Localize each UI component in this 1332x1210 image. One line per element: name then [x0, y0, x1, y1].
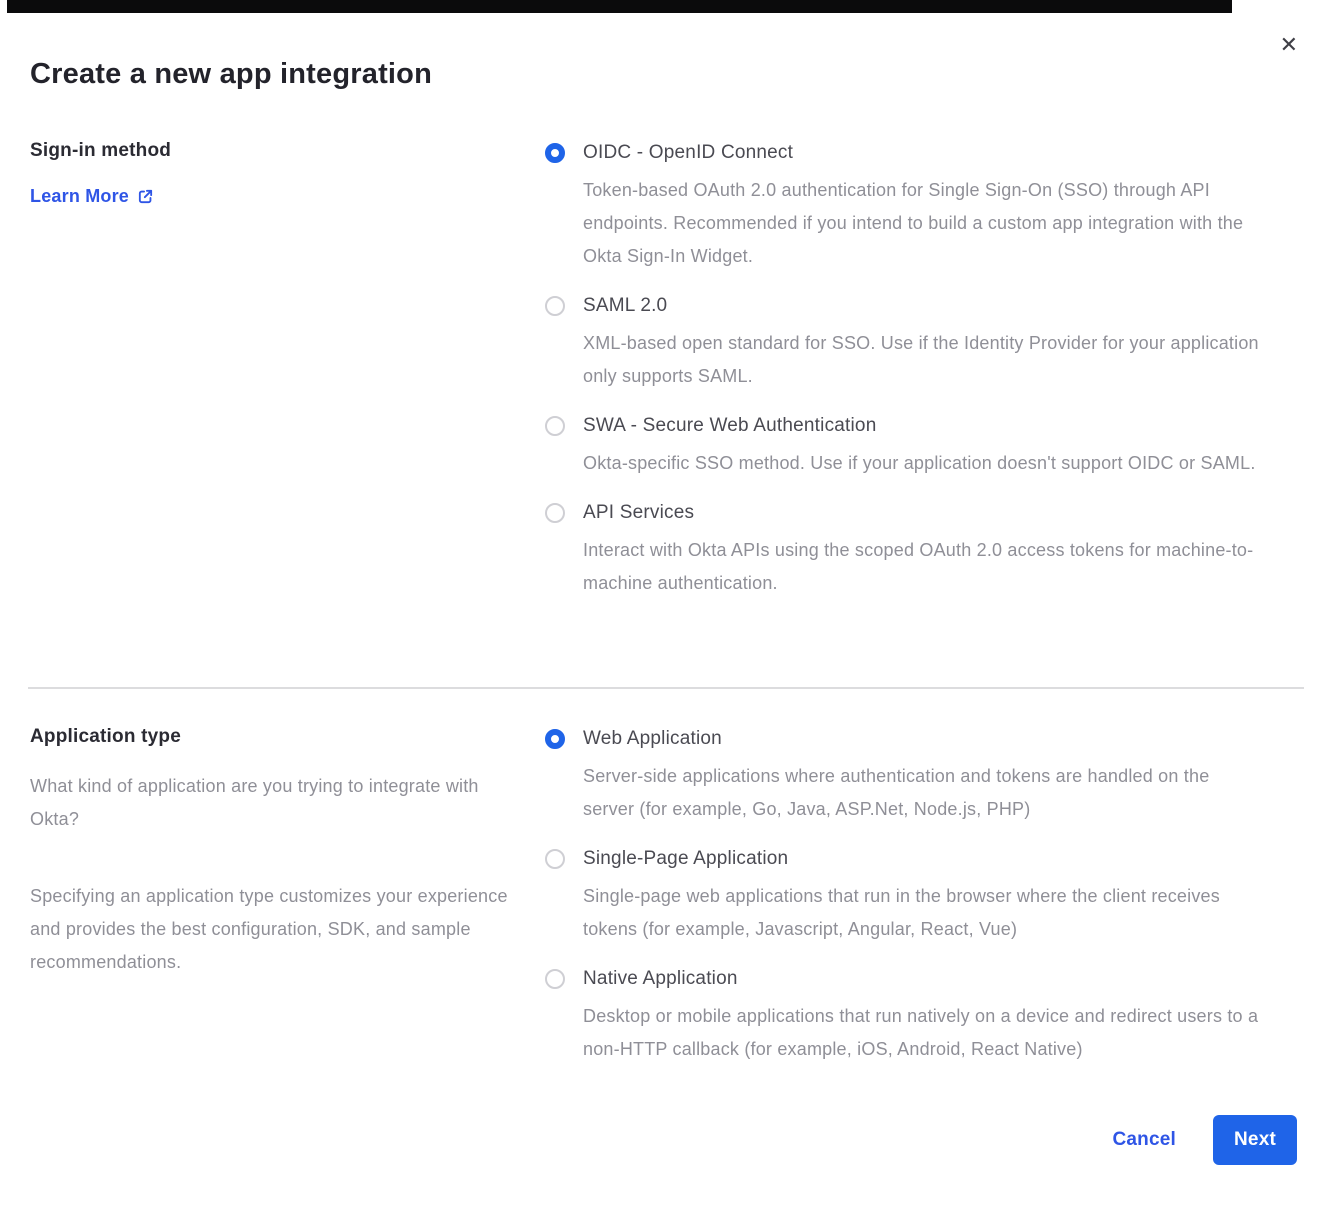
top-edge-bar [7, 0, 1232, 13]
radio-selected-icon[interactable] [545, 143, 565, 163]
radio-option-description: Interact with Okta APIs using the scoped OAuth 2.0 access tokens for machine-to-machine authentication. [583, 540, 1254, 593]
radio-option-label[interactable]: Single-Page Application [583, 848, 789, 869]
radio-option-description: Okta-specific SSO method. Use if your application doesn't support OIDC or SAML. [583, 453, 1256, 473]
application-type-intro-2: Specifying an application type customizes your experience and provides the best configuration, SDK, and sample recommendations. [30, 886, 508, 972]
radio-option-oidc-openid-connect[interactable] [545, 140, 1265, 273]
next-button[interactable]: Next [1213, 1115, 1297, 1165]
radio-option-description: Single-page web applications that run in the browser where the client receives tokens (for example, Javascript, Angular, React, Vue) [583, 886, 1220, 939]
close-icon[interactable]: ✕ [1279, 32, 1298, 57]
radio-unselected-icon[interactable] [545, 503, 565, 523]
signin-method-section [30, 140, 1304, 620]
radio-option-description: Token-based OAuth 2.0 authentication for Single Sign-On (SSO) through API endpoints. Recommended if you intend to build a custom app integration with the Okta Sign-In Widget. [583, 180, 1244, 266]
radio-selected-icon[interactable] [545, 729, 565, 749]
radio-unselected-icon[interactable] [545, 296, 565, 316]
radio-option-api-services[interactable] [545, 500, 1265, 600]
radio-option-description: Desktop or mobile applications that run natively on a device and redirect users to a non-HTTP callback (for example, iOS, Android, React Native) [583, 1006, 1259, 1059]
dialog-title: Create a new app integration [30, 58, 433, 90]
section-divider [28, 687, 1304, 689]
radio-option-description: Server-side applications where authentication and tokens are handled on the server (for example, Go, Java, ASP.Net, Node.js, PHP) [583, 766, 1210, 819]
application-type-heading: Application type [30, 726, 181, 747]
radio-option-description: XML-based open standard for SSO. Use if the Identity Provider for your application only supports SAML. [583, 333, 1259, 386]
radio-unselected-icon[interactable] [545, 969, 565, 989]
radio-option-label[interactable]: API Services [583, 502, 695, 523]
signin-method-heading: Sign-in method [30, 140, 172, 161]
radio-option-saml-2-0[interactable] [545, 293, 1265, 393]
radio-option-label[interactable]: Web Application [583, 728, 722, 749]
dialog-footer [1112, 1115, 1297, 1165]
radio-option-label[interactable]: OIDC - OpenID Connect [583, 142, 794, 163]
external-link-icon [137, 188, 154, 205]
radio-option-label[interactable]: SAML 2.0 [583, 295, 668, 316]
learn-more-label[interactable]: Learn More [30, 186, 130, 206]
application-type-intro-1: What kind of application are you trying to integrate with Okta? [30, 776, 479, 829]
radio-option-native-application[interactable] [545, 966, 1265, 1066]
radio-option-swa-secure-web-authentication[interactable] [545, 413, 1265, 480]
radio-option-label[interactable]: SWA - Secure Web Authentication [583, 415, 877, 436]
radio-option-single-page-application[interactable] [545, 846, 1265, 946]
application-type-section [30, 726, 1304, 1086]
radio-unselected-icon[interactable] [545, 416, 565, 436]
radio-unselected-icon[interactable] [545, 849, 565, 869]
signin-options-list [545, 140, 1265, 620]
radio-option-web-application[interactable] [545, 726, 1265, 826]
cancel-button[interactable]: Cancel [1112, 1129, 1176, 1150]
radio-option-label[interactable]: Native Application [583, 968, 738, 989]
application-type-options-list [545, 726, 1265, 1086]
learn-more-link[interactable] [30, 186, 154, 207]
